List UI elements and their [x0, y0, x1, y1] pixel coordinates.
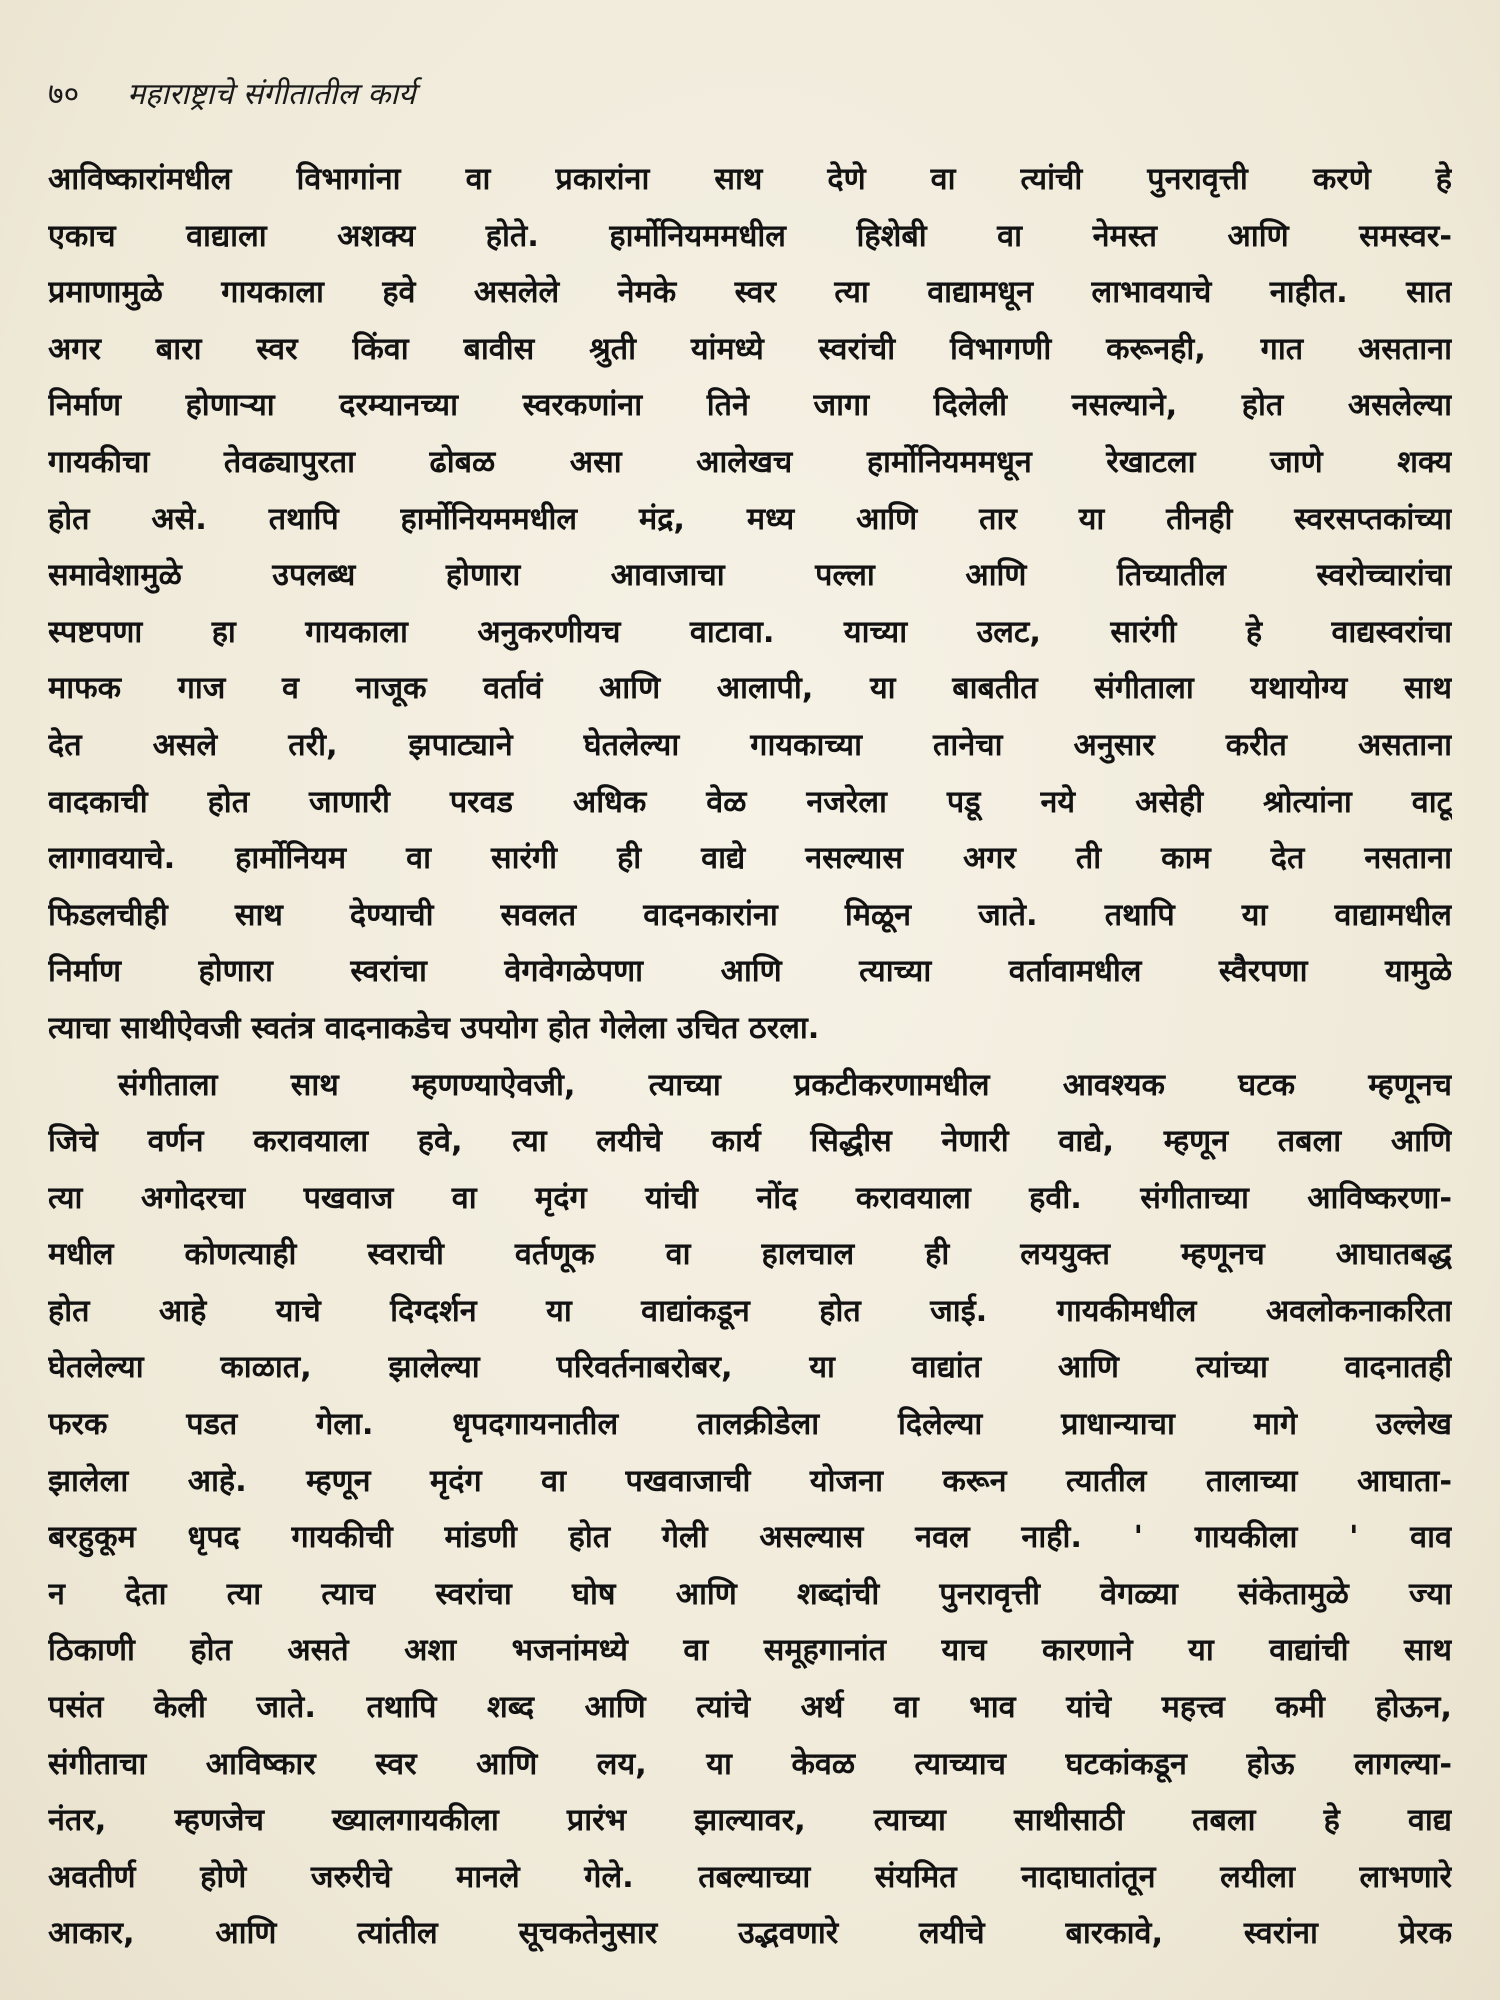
- text-line: वादकाची होत जाणारी परवड अधिक वेळ नजरेला पडू नये असेही श्रोत्यांना वाटू: [48, 784, 1452, 820]
- page-header: [48, 72, 416, 122]
- paragraph-1: [48, 152, 1452, 1058]
- text-line: निर्माण होणाऱ्या दरम्यानच्या स्वरकणांना तिने जागा दिलेली नसल्याने, होत असलेल्या: [48, 388, 1452, 424]
- running-title: महाराष्ट्राचे संगीतातील कार्य: [127, 77, 416, 112]
- page-number: ७०: [48, 77, 80, 112]
- text-line: माफक गाज व नाजूक वर्तावं आणि आलापी, या बाबतीत संगीताला यथायोग्य साथ: [48, 671, 1452, 707]
- text-line: आकार, आणि त्यांतील सूचकतेनुसार उद्भवणारे लयीचे बारकावे, स्वरांना प्रेरक: [48, 1916, 1452, 1952]
- text-line: संगीताचा आविष्कार स्वर आणि लय, या केवळ त्याच्याच घटकांकडून होऊ लागल्या-: [48, 1746, 1452, 1782]
- body-text: [48, 152, 1452, 1963]
- text-line: देत असले तरी, झपाट्याने घेतलेल्या गायकाच्या तानेचा अनुसार करीत असताना: [48, 727, 1452, 763]
- text-line: आविष्कारांमधील विभागांना वा प्रकारांना साथ देणे वा त्यांची पुनरावृत्ती करणे हे: [48, 162, 1452, 197]
- text-line: ठिकाणी होत असते अशा भजनांमध्ये वा समूहगानांत याच कारणाने या वाद्यांची साथ: [48, 1633, 1452, 1669]
- text-line: जिचे वर्णन करावयाला हवे, त्या लयीचे कार्य सिद्धीस नेणारी वाद्ये, म्हणून तबला आणि: [48, 1124, 1452, 1160]
- text-line: स्पष्टपणा हा गायकाला अनुकरणीयच वाटावा. याच्या उलट, सारंगी हे वाद्यस्वरांचा: [48, 614, 1452, 650]
- text-line: पसंत केली जाते. तथापि शब्द आणि त्यांचे अर्थ वा भाव यांचे महत्त्व कमी होऊन,: [48, 1690, 1452, 1726]
- text-line: होत असे. तथापि हार्मोनियममधील मंद्र, मध्य आणि तार या तीनही स्वरसप्तकांच्या: [48, 501, 1452, 537]
- paragraph-2: [48, 1058, 1452, 1964]
- text-line: संगीताला साथ म्हणण्याऐवजी, त्याच्या प्रकटीकरणामधील आवश्यक घटक म्हणूनच: [118, 1067, 1452, 1103]
- text-line: बरहुकूम धृपद गायकीची मांडणी होत गेली असल्यास नवल नाही. ' गायकीला ' वाव: [48, 1520, 1452, 1556]
- text-line: अगर बारा स्वर किंवा बावीस श्रुती यांमध्ये स्वरांची विभागणी करूनही, गात असताना: [48, 331, 1452, 367]
- text-line: मधील कोणत्याही स्वराची वर्तणूक वा हालचाल ही लययुक्त म्हणूनच आघातबद्ध: [48, 1237, 1452, 1273]
- text-line: निर्माण होणारा स्वरांचा वेगवेगळेपणा आणि त्याच्या वर्तावामधील स्वैरपणा यामुळे: [48, 954, 1452, 990]
- text-line: अवतीर्ण होणे जरुरीचे मानले गेले. तबल्याच्या संयमित नादाघातांतून लयीला लाभणारे: [48, 1859, 1452, 1895]
- text-line: घेतलेल्या काळात, झालेल्या परिवर्तनाबरोबर, या वाद्यांत आणि त्यांच्या वादनातही: [48, 1350, 1452, 1386]
- text-line: झालेला आहे. म्हणून मृदंग वा पखवाजाची योजना करून त्यातील तालाच्या आघाता-: [48, 1463, 1452, 1499]
- text-line: समावेशामुळे उपलब्ध होणारा आवाजाचा पल्ला आणि तिच्यातील स्वरोच्चारांचा: [48, 558, 1452, 594]
- text-line: प्रमाणामुळे गायकाला हवे असलेले नेमके स्वर त्या वाद्यामधून लाभावयाचे नाहीत. सात: [48, 275, 1452, 311]
- text-line: होत आहे याचे दिग्दर्शन या वाद्यांकडून होत जाई. गायकीमधील अवलोकनाकरिता: [48, 1293, 1452, 1329]
- text-line: लागावयाचे. हार्मोनियम वा सारंगी ही वाद्ये नसल्यास अगर ती काम देत नसताना: [48, 841, 1452, 877]
- text-line: न देता त्या त्याच स्वरांचा घोष आणि शब्दांची पुनरावृत्ती वेगळ्या संकेतामुळे ज्या: [48, 1576, 1452, 1612]
- text-line: फिडलचीही साथ देण्याची सवलत वादनकारांना मिळून जाते. तथापि या वाद्यामधील: [48, 897, 1452, 933]
- text-line: फरक पडत गेला. धृपदगायनातील तालक्रीडेला दिलेल्या प्राधान्याचा मागे उल्लेख: [48, 1407, 1452, 1443]
- text-line: त्या अगोदरचा पखवाज वा मृदंग यांची नोंद करावयाला हवी. संगीताच्या आविष्करणा-: [48, 1180, 1452, 1216]
- text-line: एकाच वाद्याला अशक्य होते. हार्मोनियममधील हिशेबी वा नेमस्त आणि समस्वर-: [48, 218, 1452, 254]
- text-line: नंतर, म्हणजेच ख्यालगायकीला प्रारंभ झाल्यावर, त्याच्या साथीसाठी तबला हे वाद्य: [48, 1803, 1452, 1839]
- text-line: गायकीचा तेवढ्यापुरता ढोबळ असा आलेखच हार्मोनियममधून रेखाटला जाणे शक्य: [48, 444, 1452, 480]
- text-line: त्याचा साथीऐवजी स्वतंत्र वादनाकडेच उपयोग होत गेलेला उचित ठरला.: [48, 1010, 820, 1046]
